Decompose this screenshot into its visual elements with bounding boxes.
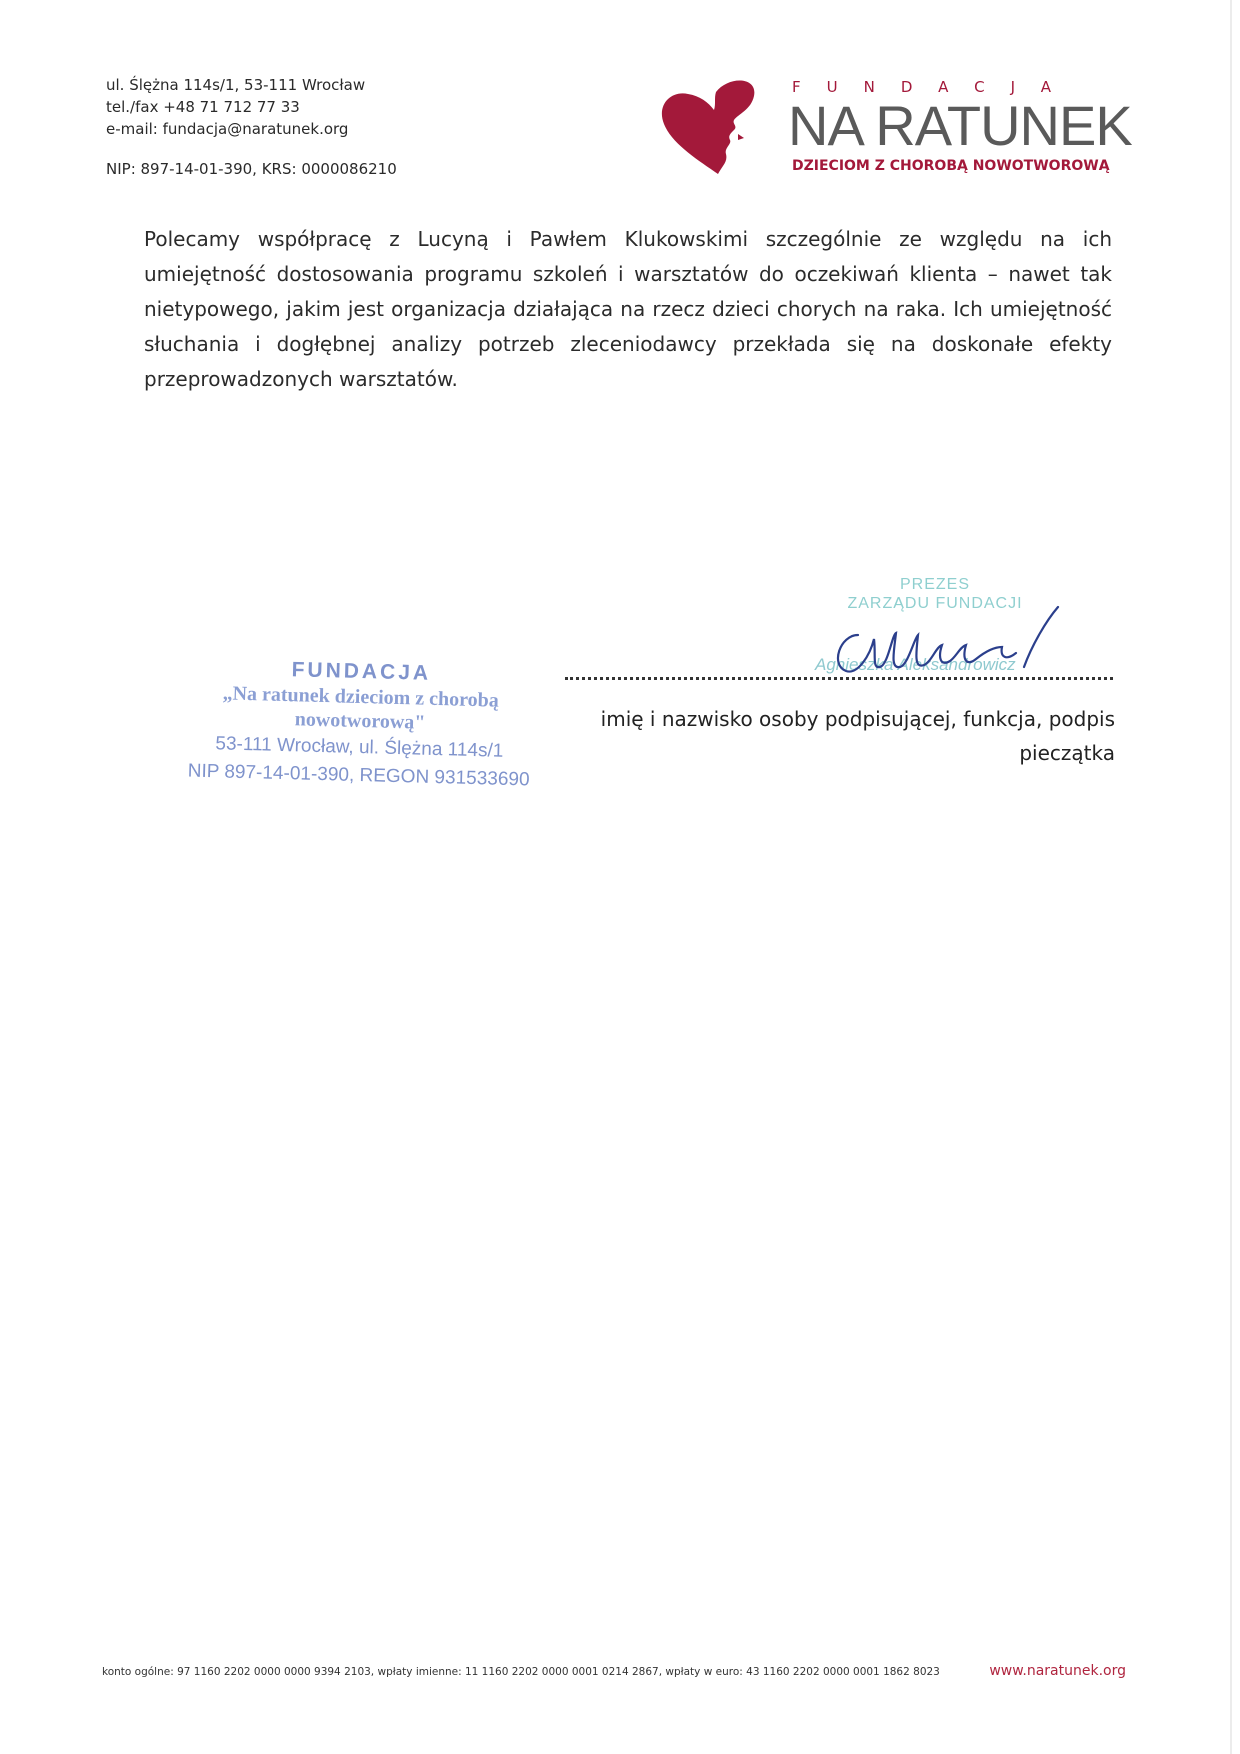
stamp-line-5: NIP 897-14-01-390, REGON 931533690 bbox=[187, 760, 530, 791]
sender-ids: NIP: 897-14-01-390, KRS: 0000086210 bbox=[106, 160, 397, 178]
footer-bank-accounts: konto ogólne: 97 1160 2202 0000 0000 9394 2103, wpłaty imienne: 11 1160 2202 0000 0001 0214 2867, wpłaty w euro: 43 1160 2202 0000 0001 1862 8023 bbox=[102, 1666, 940, 1678]
logo-foundation-word: FUNDACJA bbox=[792, 78, 1078, 96]
handwritten-signature bbox=[810, 595, 1070, 695]
signature-caption-line2: pieczątka bbox=[1019, 741, 1115, 765]
sender-phone: tel./fax +48 71 712 77 33 bbox=[106, 98, 300, 116]
stamp-line-2: „Na ratunek dzieciom z chorobą bbox=[222, 682, 500, 712]
stamp-line-1: FUNDACJA bbox=[291, 658, 432, 685]
letter-body: Polecamy współpracę z Lucyną i Pawłem Klukowskimi szczególnie ze względu na ich umiejętność dostosowania programu szkoleń i warsztatów do oczekiwań klienta – nawet tak nietypowego, jakim jest organizacja działająca na rzecz dzieci chorych na raka. Ich umiejętność słuchania i dogłębnej analizy potrzeb zleceniodawcy przekłada się na doskonałe efekty przeprowadzonych warsztatów. bbox=[144, 227, 1112, 391]
signature-caption-line1: imię i nazwisko osoby podpisującej, funkcja, podpis bbox=[600, 707, 1115, 731]
signer-stamp-name: Agnieszka Aleksandrowicz bbox=[815, 655, 1016, 674]
page-edge bbox=[1230, 0, 1232, 1754]
signer-stamp-title-line2: ZARZĄDU FUNDACJI bbox=[847, 595, 1023, 612]
stamp-line-4: 53-111 Wrocław, ul. Ślężna 114s/1 bbox=[215, 733, 504, 762]
sender-address: ul. Ślężna 114s/1, 53-111 Wrocław bbox=[106, 76, 366, 94]
stamp-line-3: nowotworową" bbox=[294, 708, 426, 734]
logo-tagline: DZIECIOM Z CHOROBĄ NOWOTWOROWĄ bbox=[792, 158, 1110, 174]
sender-email: e-mail: fundacja@naratunek.org bbox=[106, 120, 349, 138]
heart-profile-icon bbox=[658, 74, 768, 179]
signature-block bbox=[565, 575, 1115, 775]
signature-caption bbox=[601, 702, 1115, 770]
footer-website: www.naratunek.org bbox=[989, 1663, 1126, 1679]
foundation-stamp bbox=[178, 655, 541, 792]
signer-stamp-title-line1: PREZES bbox=[899, 576, 970, 593]
foundation-logo bbox=[650, 70, 1130, 185]
sender-contact bbox=[106, 74, 397, 180]
logo-name: NA RATUNEK bbox=[788, 94, 1132, 157]
page-footer bbox=[102, 1663, 1132, 1683]
signature-line bbox=[565, 677, 1113, 680]
